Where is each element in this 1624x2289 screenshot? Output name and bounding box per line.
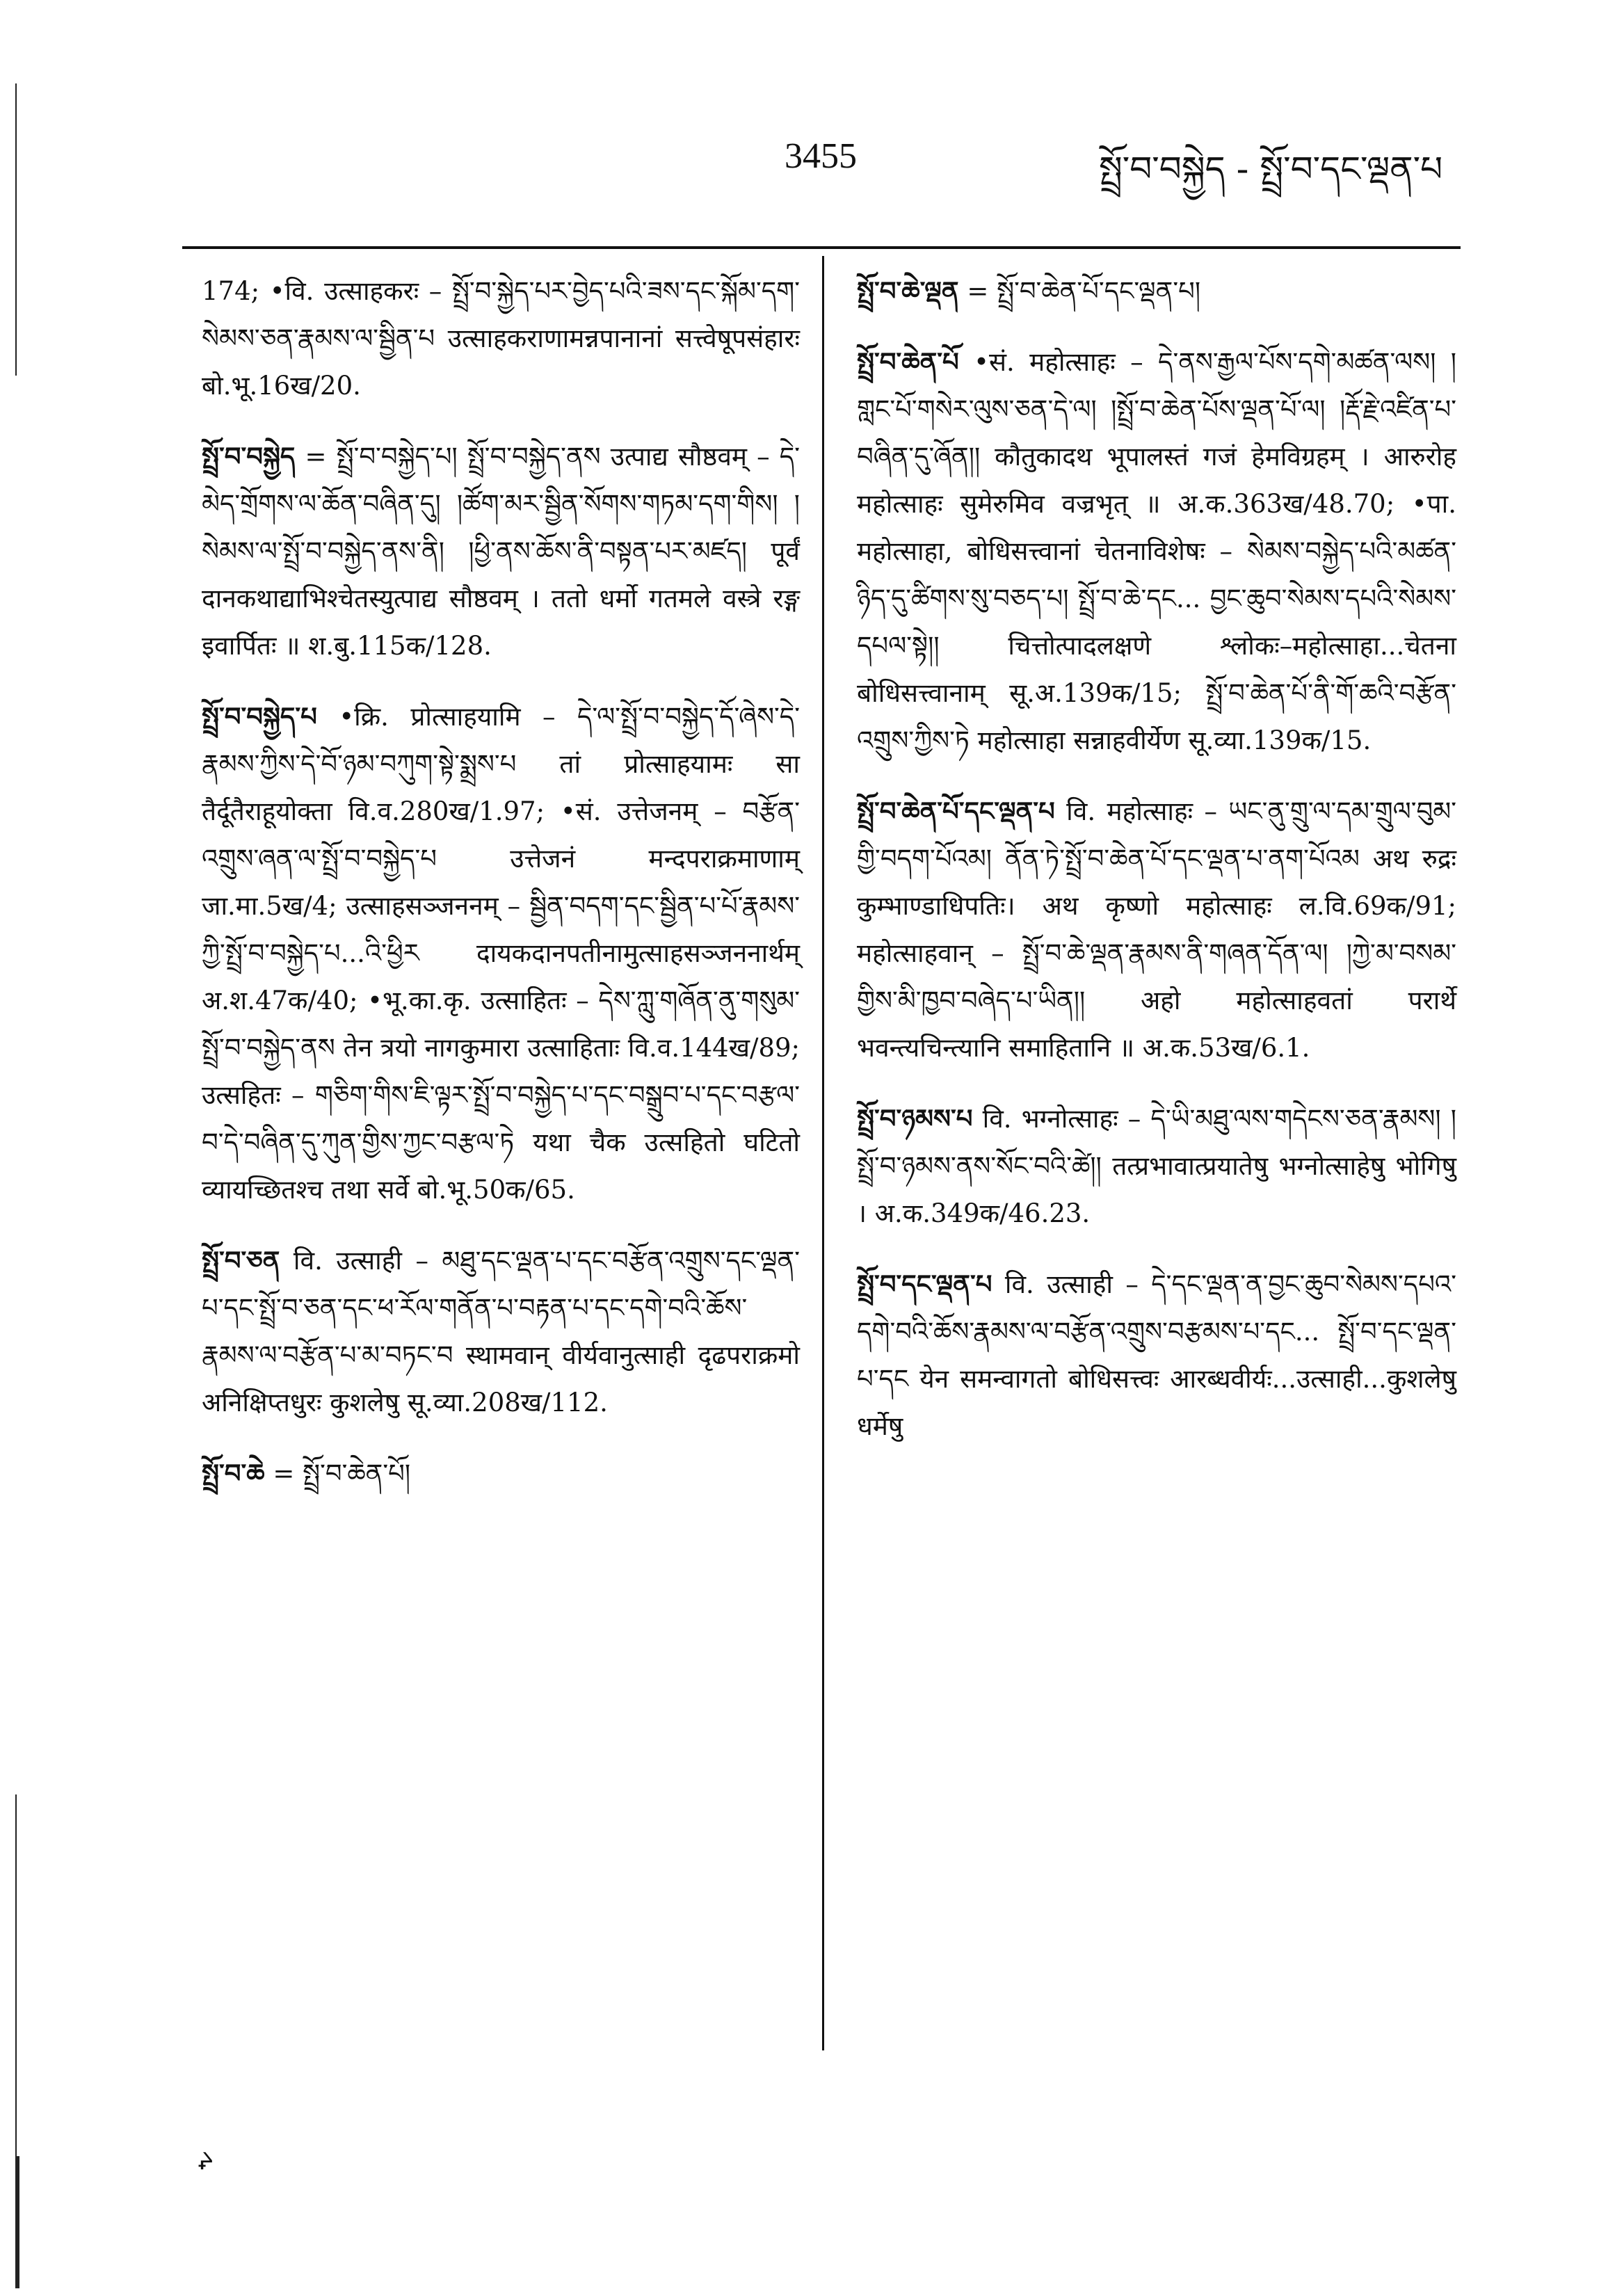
entry-headword: སྤྲོ་བ་དང་ལྡན་པ xyxy=(857,1269,992,1299)
entry-text: = སྤྲོ་བ་བསྐྱེད་པ། སྤྲོ་བ་བསྐྱེད་ནས उत्पाद्य सौष्ठवम् – དེ་མེད་གྲོགས་ལ་ཆོན་བཞིན་དུ། །ཚོག་མར་སྦྱིན་སོགས་གཏམ་དག་གིས། །སེམས་ལ་སྤྲོ་བ་བསྐྱེད་ནས་ནི། །ཕྱི་ནས་ཆོས་ནི་བསྟན་པར་མཛད། पूर्वं दानकथाद्याभिश्चेतस्युत्पाद्य सौष्ठवम् । ततो धर्मो गतमले वस्त्रे रङ्ग इवार्पितः ॥ श.बु.115क/128. xyxy=(202,442,800,661)
entry-headword: སྤྲོ་བ་ཉམས་པ xyxy=(857,1104,973,1134)
top-rule xyxy=(182,246,1461,249)
left-column xyxy=(202,268,800,1521)
entry-headword: སྤྲོ་བ་ཆེན་པོ xyxy=(857,347,959,377)
entry-text: वि. भग्नोत्साहः – དེ་ཡི་མཐུ་ལས་གདེངས་ཅན་རྣམས། །སྤྲོ་བ་ཉམས་ནས་སོང་བའི་ཚེ།། तत्प्रभावात्प्रयातेषु भग्नोत्साहेषु भोगिषु । अ.क.349क/46.23. xyxy=(857,1104,1456,1228)
dictionary-entry xyxy=(857,339,1456,764)
margin-mark xyxy=(15,1794,17,2184)
entry-headword: སྤྲོ་བ་ཆེ xyxy=(202,1459,265,1488)
margin-mark xyxy=(15,2156,19,2288)
dictionary-entry xyxy=(202,693,800,1214)
dictionary-entry xyxy=(202,1237,800,1427)
running-head: སྤྲོ་བ་བསྐྱེད - སྤྲོ་བ་དང་ལྡན་པ xyxy=(1099,149,1443,189)
entry-headword: སྤྲོ་བ་ཅན xyxy=(202,1246,280,1276)
entry-text: वि. महोत्साहः – ཡང་ནུ་གྲུ་ལ་དམ་གྲུལ་བུམ་གྱི་བདག་པོའམ། ནོན་ཏེ་སྤྲོ་བ་ཆེན་པོ་དང་ལྡན་པ་ནག་པོའམ अथ रुद्रः कुम्भाण्डाधिपतिः। अथ कृष्णो महोत्साहः ल.वि.69क/91; महोत्साहवान् – སྤྲོ་བ་ཆེ་ལྡན་རྣམས་ནི་གཞན་དོན་ལ། །ཀྱེ་མ་བསམ་གྱིས་མི་ཁྱབ་བཞེད་པ་ཡིན།། अहो महोत्साहवतां परार्थे भवन्त्यचिन्त्यानि समाहितानि ॥ अ.क.53ख/6.1. xyxy=(857,796,1456,1063)
column-divider xyxy=(822,256,824,2050)
entry-headword: སྤྲོ་བ་ཆེན་པོ་དང་ལྡན་པ xyxy=(857,796,1055,826)
dictionary-entry xyxy=(857,1095,1456,1237)
entry-text: •सं. महोत्साहः – དེ་ནས་རྒྱལ་པོས་དགེ་མཚན་ལས། །གླང་པོ་གསེར་ལུས་ཅན་དེ་ལ། །སྤྲོ་བ་ཆེན་པོས་ལྡན་པོ་ལ། །རྡོ་རྗེ་འཛིན་པ་བཞིན་དུ་ཞོན།། कौतुकादथ भूपालस्तं गजं हेमविग्रहम् । आरुरोह महोत्साहः सुमेरुमिव वज्रभृत् ॥ अ.क.363ख/48.70; •पा. महोत्साहा, बोधिसत्त्वानां चेतनाविशेषः – སེམས་བསྐྱེད་པའི་མཚན་ཉིད་དུ་ཚིགས་སུ་བཅད་པ། སྤྲོ་བ་ཆེ་དང... བྱང་ཆུབ་སེམས་དཔའི་སེམས་དཔལ་སྟེ།། चित्तोत्पादलक्षणे श्लोकः–महोत्साहा...चेतना बोधिसत्त्वानाम् सू.अ.139क/15; སྤྲོ་བ་ཆེན་པོ་ནི་གོ་ཆའི་བརྩོན་འགྲུས་ཀྱིས་ཏེ महोत्साहा सन्नाहवीर्येण सू.व्या.139क/15. xyxy=(857,347,1457,755)
dictionary-entry xyxy=(202,1450,800,1497)
margin-mark xyxy=(15,83,17,376)
entry-text: = སྤྲོ་བ་ཆེན་པོ་དང་ལྡན་པ། xyxy=(967,276,1201,306)
footer-mark: ᖨ xyxy=(198,2148,214,2176)
dictionary-entry xyxy=(202,433,800,670)
entry-headword: སྤྲོ་བ་ཆེ་ལྡན xyxy=(857,276,959,306)
entry-text: •क्रि. प्रोत्साहयामि – དེ་ལ་སྤྲོ་བ་བསྐྱེད་དོ་ཞེས་དེ་རྣམས་ཀྱིས་དེ་བོ་ཉམ་བཀུག་སྟེ་སྨྲས་པ तां प्रोत्साहयामः सा तैर्दूतैराहूयोक्ता वि.व.280ख/1.97; •सं. उत्तेजनम् – བརྩོན་འགྲུས་ཞན་ལ་སྤྲོ་བ་བསྐྱེད་པ उत्तेजनं मन्दपराक्रमाणाम् जा.मा.5ख/4; उत्साहसञ्जननम् – སྦྱིན་བདག་དང་སྦྱིན་པ་པོ་རྣམས་ཀྱི་སྤྲོ་བ་བསྐྱེད་པ...འི་ཕྱིར दायकदानपतीनामुत्साहसञ्जननार्थम् अ.श.47क/40; •भू.का.कृ. उत्साहितः – དེས་ཀླུ་གཞོན་ནུ་གསུམ་སྤྲོ་བ་བསྐྱེད་ནས तेन त्रयो नागकुमारा उत्साहिताः वि.व.144ख/89; उत्सहितः – གཅིག་གིས་ཇི་ལྟར་སྤྲོ་བ་བསྐྱེད་པ་དང་བསྒྲུབ་པ་དང་བརྩལ་བ་དེ་བཞིན་དུ་ཀུན་གྱིས་ཀྱང་བརྩལ་ཏེ यथा चैक उत्सहितो घटितो व्यायच्छितश्च तथा सर्वे बो.भू.50क/65. xyxy=(202,702,801,1205)
dictionary-entry xyxy=(857,1261,1456,1450)
entry-text: वि. उत्साही – མཐུ་དང་ལྡན་པ་དང་བརྩོན་འགྲུས་དང་ལྡན་པ་དང་སྤྲོ་བ་ཅན་དང་ཕ་རོལ་གནོན་པ་བརྟན་པ་དང་དགེ་བའི་ཆོས་རྣམས་ལ་བརྩོན་པ་མ་བཏང་བ स्थामवान् वीर्यवानुत्साही दृढपराक्रमो अनिक्षिप्तधुरः कुशलेषु सू.व्या.208ख/112. xyxy=(202,1246,800,1417)
dictionary-entry xyxy=(202,268,800,410)
entry-text: 174; •वि. उत्साहकरः – སྤྲོ་བ་སྐྱེད་པར་བྱེད་པའི་ཟས་དང་སྐོམ་དག་སེམས་ཅན་རྣམས་ལ་སྦྱིན་པ उत्साहकराणामन्नपानानां सत्त्वेषूपसंहारः बो.भू.16ख/20. xyxy=(202,276,800,401)
entry-headword: སྤྲོ་བ་བསྐྱེད་པ xyxy=(202,702,317,732)
entry-text: वि. उत्साही – དེ་དང་ལྡན་ན་བྱང་ཆུབ་སེམས་དཔའ་དགེ་བའི་ཆོས་རྣམས་ལ་བརྩོན་འགྲུས་བརྩམས་པ་དང... སྤྲོ་བ་དང་ལྡན་པ་དང येन समन्वागतो बोधिसत्त्वः आरब्धवीर्यः...उत्साही...कुशलेषु धर्मेषु xyxy=(857,1269,1456,1441)
page-number: 3455 xyxy=(785,136,857,176)
dictionary-entry xyxy=(857,788,1456,1072)
entry-headword: སྤྲོ་བ་བསྐྱེད xyxy=(202,442,296,472)
entry-text: = སྤྲོ་བ་ཆེན་པོ། xyxy=(273,1459,411,1488)
right-column xyxy=(857,268,1456,1474)
dictionary-entry xyxy=(857,268,1456,315)
